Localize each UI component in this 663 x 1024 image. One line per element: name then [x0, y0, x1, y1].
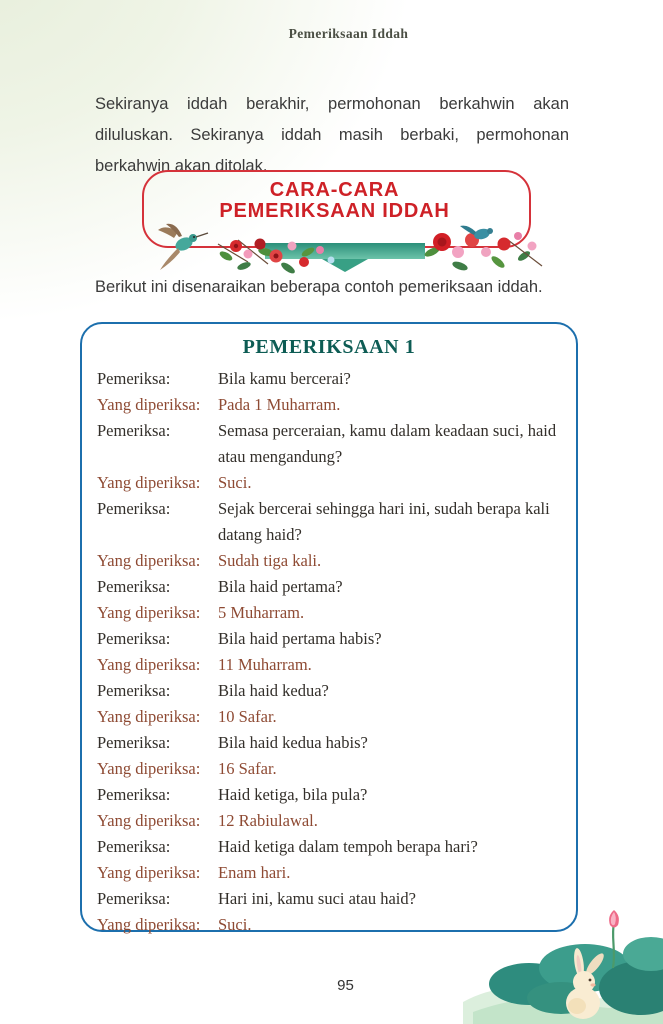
dialogue-row — [97, 860, 560, 886]
utterance-text: 11 Muharram. — [218, 655, 312, 674]
utterance-text: Bila haid kedua? — [218, 681, 329, 700]
utterance-text: Enam hari. — [218, 863, 291, 882]
utterance-text: Suci. — [218, 473, 252, 492]
dialogue-row — [97, 808, 560, 834]
section-banner — [0, 160, 663, 280]
running-header: Pemeriksaan Iddah — [288, 26, 409, 41]
utterance-text: Suci. — [218, 915, 252, 934]
corner-illustration — [463, 906, 663, 1024]
utterance-text: Bila haid kedua habis? — [218, 733, 368, 752]
speaker-label: Pemeriksa: — [97, 577, 171, 596]
dialogue-row — [97, 392, 560, 418]
speaker-label: Yang diperiksa: — [97, 759, 201, 778]
dialogue-row — [97, 600, 560, 626]
speaker-label: Pemeriksa: — [97, 733, 171, 752]
speaker-label: Pemeriksa: — [97, 837, 171, 856]
speaker-label: Pemeriksa: — [97, 785, 171, 804]
banner-title-line1: CARA-CARA — [269, 179, 400, 201]
dialogue-row — [97, 782, 560, 808]
speaker-label: Yang diperiksa: — [97, 473, 201, 492]
speaker-label: Pemeriksa: — [97, 369, 171, 388]
speaker-label: Pemeriksa: — [97, 889, 171, 908]
dialogue-row — [97, 730, 560, 756]
examination-box — [80, 322, 578, 932]
utterance-text: Bila haid pertama habis? — [218, 629, 382, 648]
utterance-text: Bila kamu bercerai? — [218, 369, 351, 388]
speaker-label: Yang diperiksa: — [97, 551, 201, 570]
utterance-text: Sejak bercerai sehingga hari ini, sudah berapa kali datang haid? — [218, 499, 550, 544]
speaker-label: Yang diperiksa: — [97, 915, 201, 934]
speaker-label: Yang diperiksa: — [97, 863, 201, 882]
utterance-text: Sudah tiga kali. — [218, 551, 322, 570]
speaker-label: Yang diperiksa: — [97, 707, 201, 726]
dialogue-row — [97, 418, 560, 470]
utterance-text: Pada 1 Muharram. — [218, 395, 341, 414]
utterance-text: Haid ketiga dalam tempoh berapa hari? — [218, 837, 478, 856]
dialogue-row — [97, 366, 560, 392]
speaker-label: Pemeriksa: — [97, 681, 171, 700]
speaker-label: Yang diperiksa: — [97, 603, 201, 622]
utterance-text: 10 Safar. — [218, 707, 277, 726]
hummingbird-icon — [158, 224, 208, 270]
dialogue-row — [97, 496, 560, 548]
examination-title: PEMERIKSAAN 1 — [242, 336, 416, 358]
dialogue-row — [97, 574, 560, 600]
dialogue-row — [97, 652, 560, 678]
dialogue-row — [97, 470, 560, 496]
banner-title-line2: PEMERIKSAAN IDDAH — [219, 200, 450, 222]
utterance-text: 5 Muharram. — [218, 603, 305, 622]
utterance-text: Semasa perceraian, kamu dalam keadaan suci, haid atau mengandung? — [218, 421, 557, 466]
hummingbird-flowers-left — [148, 222, 343, 280]
rose-cluster-right — [412, 222, 564, 278]
speaker-label: Pemeriksa: — [97, 499, 171, 518]
intro-paragraph: Sekiranya iddah berakhir, permohonan berkahwin akan diluluskan. Sekiranya iddah masih berbaki, permohonan berkahwin akan ditolak. — [95, 94, 569, 175]
dialogue-row — [97, 704, 560, 730]
dialogue-row — [97, 678, 560, 704]
utterance-text: 12 Rabiulawal. — [218, 811, 318, 830]
speaker-label: Pemeriksa: — [97, 629, 171, 648]
utterance-text: Hari ini, kamu suci atau haid? — [218, 889, 416, 908]
utterance-text: 16 Safar. — [218, 759, 277, 778]
flower-cluster-icon — [218, 239, 335, 276]
speaker-label: Pemeriksa: — [97, 421, 171, 440]
utterance-text: Bila haid pertama? — [218, 577, 343, 596]
lead-text: Berikut ini disenaraikan beberapa contoh pemeriksaan iddah. — [95, 278, 543, 296]
speaker-label: Yang diperiksa: — [97, 811, 201, 830]
dialogue-row — [97, 626, 560, 652]
banner-title — [142, 180, 527, 222]
utterance-text: Haid ketiga, bila pula? — [218, 785, 368, 804]
page-number: 95 — [337, 977, 354, 994]
dialogue-row — [97, 756, 560, 782]
speaker-label: Yang diperiksa: — [97, 395, 201, 414]
dialogue-row — [97, 548, 560, 574]
examination-dialogue — [82, 366, 576, 938]
dialogue-row — [97, 834, 560, 860]
speaker-label: Yang diperiksa: — [97, 655, 201, 674]
